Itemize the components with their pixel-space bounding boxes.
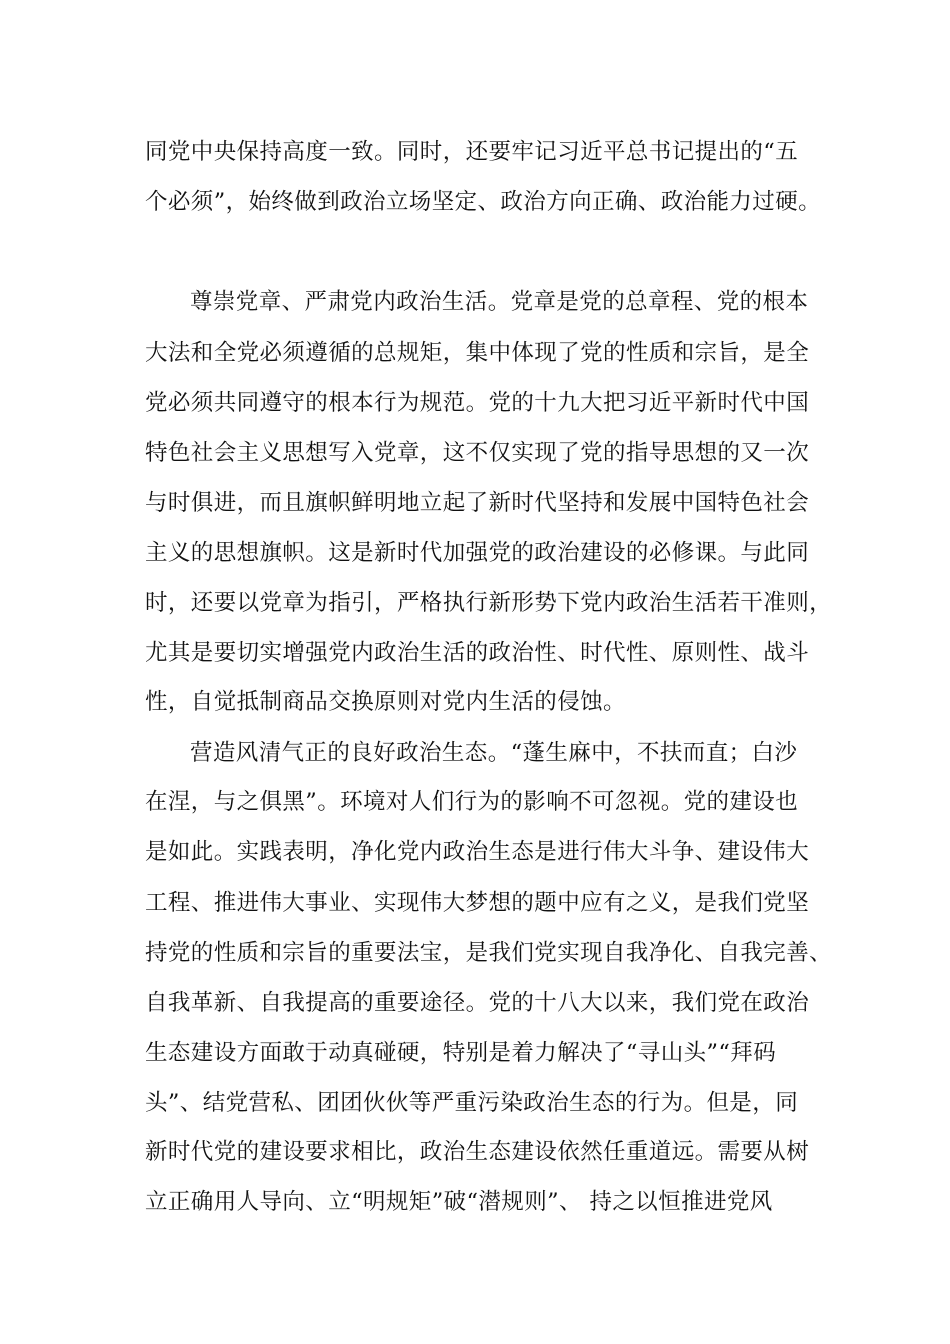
text-line: 特色社会主义思想写入党章，这不仅实现了党的指导思想的又一次 — [145, 440, 810, 466]
text-line: 是如此。实践表明，净化党内政治生态是进行伟大斗争、建设伟大 — [145, 839, 810, 865]
text-line: 性，自觉抵制商品交换原则对党内生活的侵蚀。 — [145, 689, 626, 715]
text-line: 在涅，与之俱黑”。环境对人们行为的影响不可忽视。党的建设也 — [145, 789, 799, 815]
text-line: 持党的性质和宗旨的重要法宝，是我们党实现自我净化、自我完善、 — [145, 940, 833, 966]
text-line: 营造风清气正的良好政治生态。“蓬生麻中，不扶而直；白沙 — [190, 740, 798, 766]
text-line: 时，还要以党章为指引，严格执行新形势下党内政治生活若干准则， — [145, 590, 833, 616]
text-line: 头”、结党营私、团团伙伙等严重污染政治生态的行为。但是，同 — [145, 1090, 799, 1116]
text-line: 大法和全党必须遵循的总规矩，集中体现了党的性质和宗旨，是全 — [145, 340, 810, 366]
text-line: 工程、推进伟大事业、实现伟大梦想的题中应有之义，是我们党坚 — [145, 890, 810, 916]
text-line: 新时代党的建设要求相比，政治生态建设依然任重道远。需要从树 — [145, 1139, 810, 1165]
text-line: 立正确用人导向、立“明规矩”破“潜规则”、 持之以恒推进党风 — [145, 1189, 773, 1215]
text-line: 同党中央保持高度一致。同时，还要牢记习近平总书记提出的“五 — [145, 139, 799, 165]
text-line: 尤其是要切实增强党内政治生活的政治性、时代性、原则性、战斗 — [145, 640, 810, 666]
text-line: 主义的思想旗帜。这是新时代加强党的政治建设的必修课。与此同 — [145, 540, 810, 566]
text-line: 个必须”，始终做到政治立场坚定、政治方向正确、政治能力过硬。 — [145, 189, 822, 215]
text-line: 与时俱进，而且旗帜鲜明地立起了新时代坚持和发展中国特色社会 — [145, 490, 810, 516]
text-line: 自我革新、自我提高的重要途径。党的十八大以来，我们党在政治 — [145, 990, 810, 1016]
text-line: 党必须共同遵守的根本行为规范。党的十九大把习近平新时代中国 — [145, 390, 810, 416]
text-line: 尊崇党章、严肃党内政治生活。党章是党的总章程、党的根本 — [190, 289, 809, 315]
text-line: 生态建设方面敢于动真碰硬，特别是着力解决了“寻山头”“拜码 — [145, 1040, 777, 1066]
